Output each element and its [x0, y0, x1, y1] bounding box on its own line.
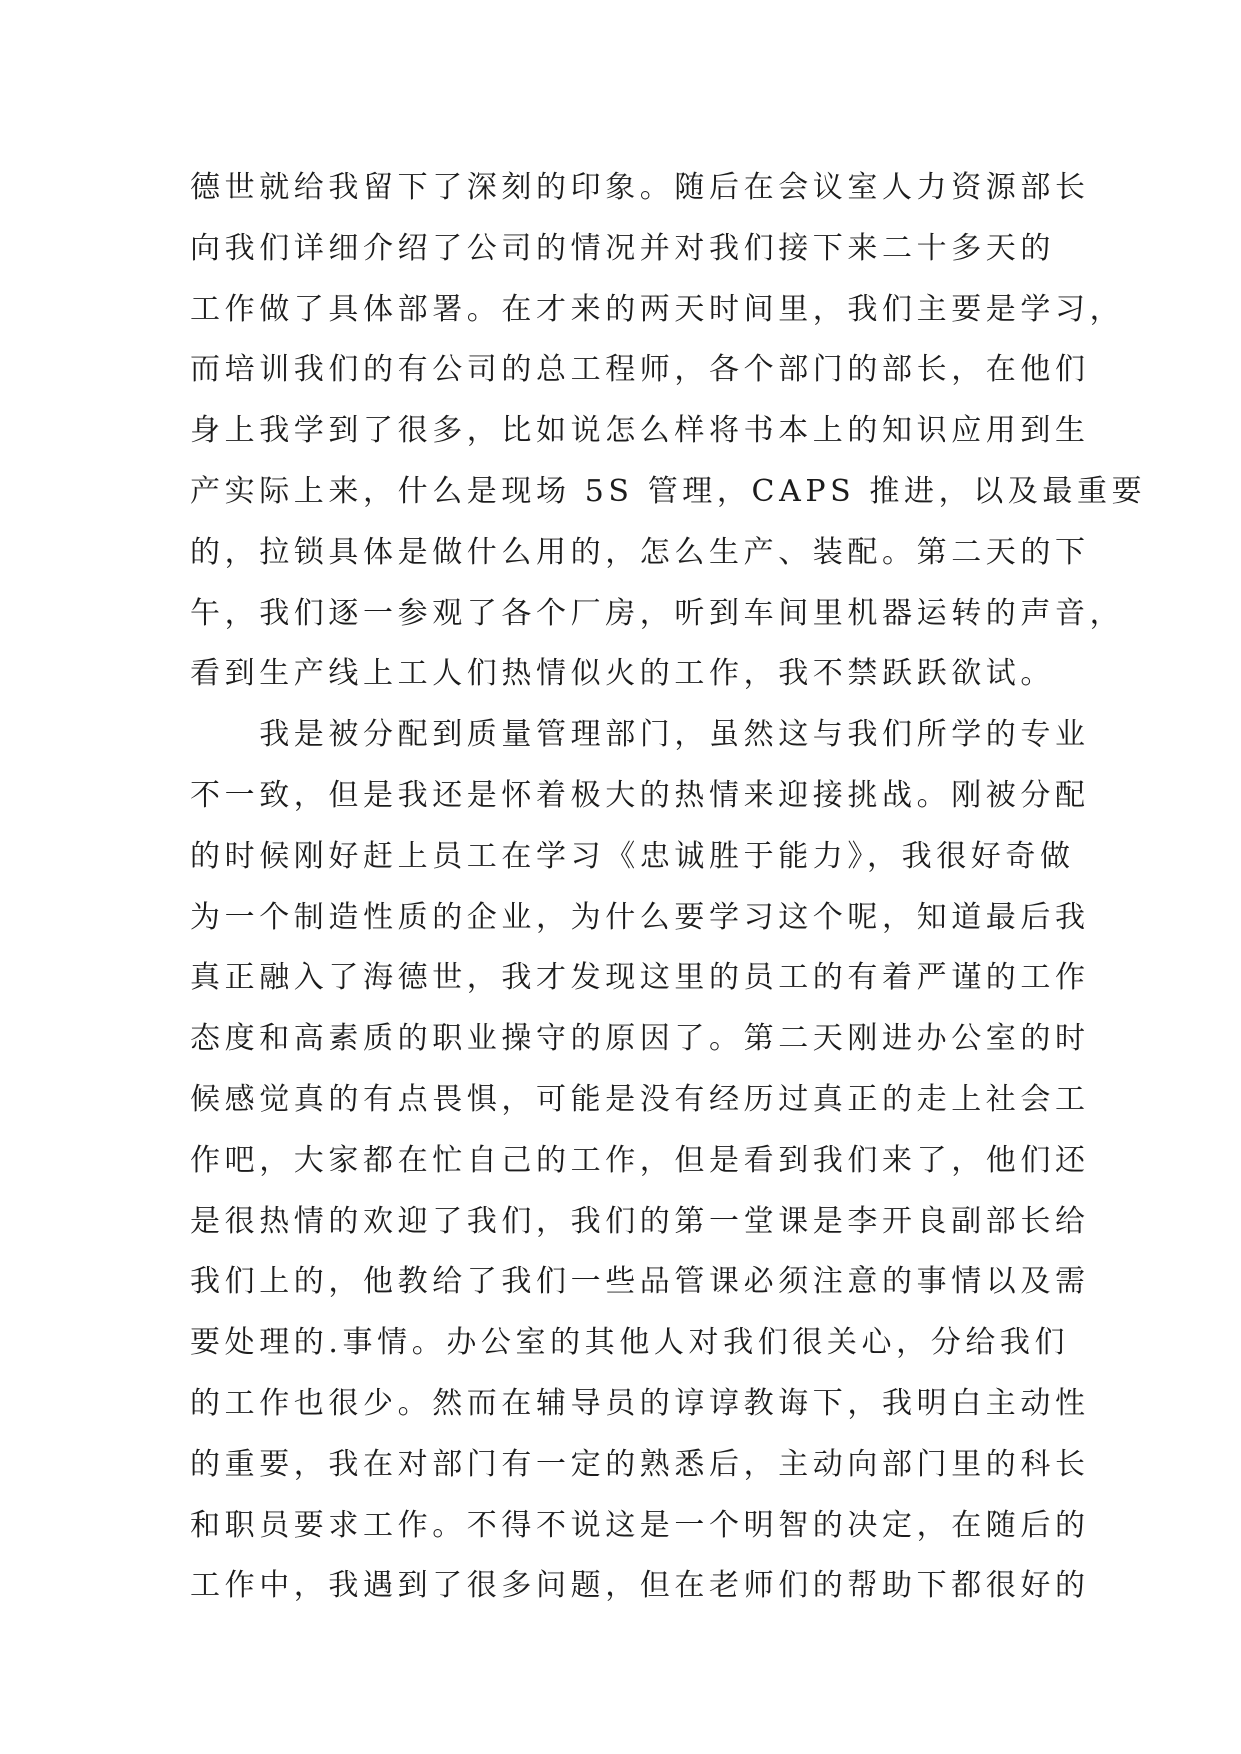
- text-line: 向我们详细介绍了公司的情况并对我们接下来二十多天的: [190, 230, 1055, 266]
- text-line: 而培训我们的有公司的总工程师，各个部门的部长，在他们: [190, 352, 1090, 388]
- text-line: 为一个制造性质的企业，为什么要学习这个呢，知道最后我: [190, 899, 1090, 935]
- body-text: [190, 158, 1147, 1617]
- text-line: 要处理的.事情。办公室的其他人对我们很关心，分给我们: [190, 1325, 1070, 1361]
- text-line: 候感觉真的有点畏惧，可能是没有经历过真正的走上社会工: [190, 1081, 1090, 1117]
- text-line: 的重要，我在对部门有一定的熟悉后，主动向部门里的科长: [190, 1446, 1090, 1482]
- text-line: 午，我们逐一参观了各个厂房，听到车间里机器运转的声音，: [190, 595, 1125, 631]
- text-line: 的，拉锁具体是做什么用的，怎么生产、装配。第二天的下: [190, 534, 1090, 570]
- text-line: 工作做了具体部署。在才来的两天时间里，我们主要是学习，: [190, 291, 1125, 327]
- text-line: 看到生产线上工人们热情似火的工作，我不禁跃跃欲试。: [190, 656, 1055, 692]
- text-line: 我们上的，他教给了我们一些品管课必须注意的事情以及需: [190, 1264, 1090, 1300]
- text-line: 工作中，我遇到了很多问题，但在老师们的帮助下都很好的: [190, 1568, 1090, 1604]
- text-line: 不一致，但是我还是怀着极大的热情来迎接挑战。刚被分配: [190, 777, 1090, 813]
- text-line: 的工作也很少。然而在辅导员的谆谆教诲下，我明白主动性: [190, 1385, 1090, 1421]
- text-line: 身上我学到了很多，比如说怎么样将书本上的知识应用到生: [190, 413, 1090, 449]
- text-line: 德世就给我留下了深刻的印象。随后在会议室人力资源部长: [190, 170, 1090, 205]
- text-line: 态度和高素质的职业操守的原因了。第二天刚进办公室的时: [190, 1021, 1090, 1057]
- text-line: 真正融入了海德世，我才发现这里的员工的有着严谨的工作: [190, 960, 1090, 996]
- text-line: 和职员要求工作。不得不说这是一个明智的决定，在随后的: [190, 1507, 1090, 1543]
- text-line: 的时候刚好赶上员工在学习《忠诚胜于能力》，我很好奇做: [190, 838, 1075, 874]
- text-line: 产实际上来，什么是现场 5S 管理，CAPS 推进，以及最重要: [190, 473, 1147, 509]
- text-line: 我是被分配到质量管理部门，虽然这与我们所学的专业: [190, 717, 1090, 753]
- text-line: 作吧，大家都在忙自己的工作，但是看到我们来了，他们还: [190, 1142, 1090, 1178]
- text-line: 是很热情的欢迎了我们，我们的第一堂课是李开良副部长给: [190, 1203, 1090, 1239]
